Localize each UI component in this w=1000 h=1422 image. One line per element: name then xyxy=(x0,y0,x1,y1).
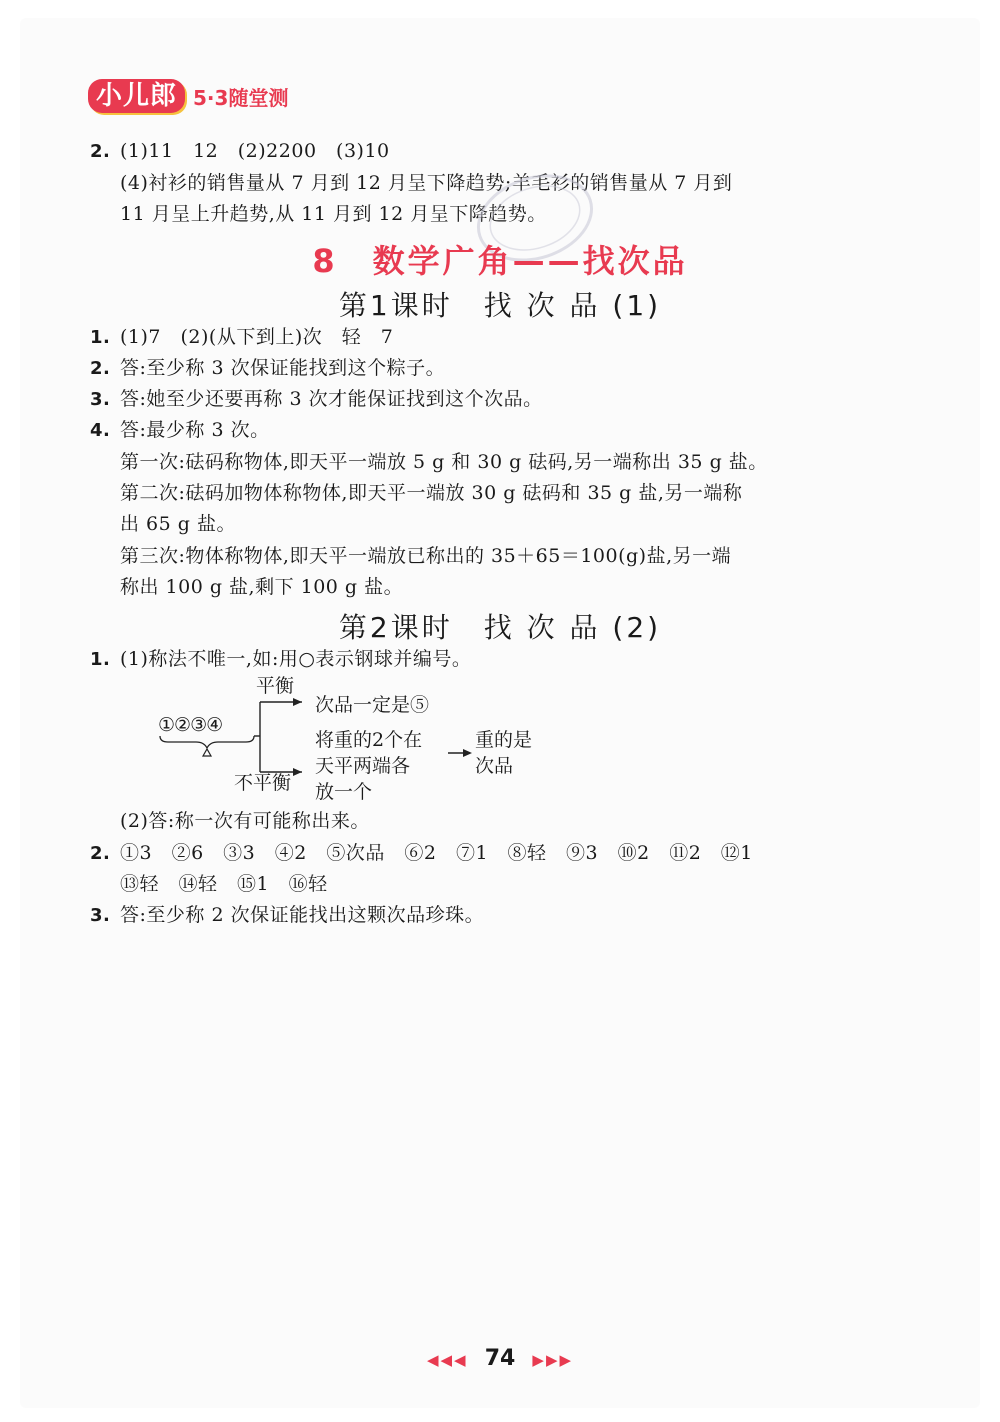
question-number: 1. xyxy=(90,327,111,348)
left-arrows-icon: ◀◀◀ xyxy=(426,1351,468,1369)
diagram-balanced-label: 平衡 xyxy=(256,675,295,697)
question-number: 4. xyxy=(90,420,111,441)
prev-q2-line3: 11 月呈上升趋势,从 11 月到 12 月呈下降趋势。 xyxy=(120,203,547,225)
prev-q2-line2: (4)衬衫的销售量从 7 月到 12 月呈下降趋势;羊毛衫的销售量从 7 月到 xyxy=(120,172,733,194)
page-number: 74 xyxy=(484,1346,516,1371)
logo-main-text: 小儿郎 xyxy=(88,79,185,113)
diagram-unbalanced-label: 不平衡 xyxy=(234,772,292,794)
lesson2-q1: 1. (1)称法不唯一,如:用○表示钢球并编号。 xyxy=(90,646,471,673)
question-number: 2. xyxy=(90,141,111,162)
lesson2-title: 第2课时 找 次 品 (2) xyxy=(338,611,662,644)
lesson2-q1-part2: (2)答:称一次有可能称出来。 xyxy=(120,810,370,832)
prev-q2-line1: 2. (1)11 12 (2)2200 (3)10 xyxy=(90,138,390,165)
logo-sub-text: 5·3随堂测 xyxy=(193,85,289,110)
diagram-unbalanced-step1: 将重的2个在 xyxy=(315,729,423,751)
question-number: 3. xyxy=(90,389,111,410)
lesson1-q3: 3. 答:她至少还要再称 3 次才能保证找到这个次品。 xyxy=(90,386,543,413)
diagram-unbalanced-step2: 天平两端各 xyxy=(315,755,411,777)
brand-logo xyxy=(88,78,288,114)
right-arrows-icon: ▶▶▶ xyxy=(532,1351,574,1369)
chapter-title: 8 数学广角——找次品 xyxy=(312,242,688,280)
lesson1-q1: 1. (1)7 (2)(从下到上)次 轻 7 xyxy=(90,324,393,351)
diagram-balanced-result: 次品一定是⑤ xyxy=(315,694,430,716)
diagram-lines xyxy=(150,690,490,800)
lesson1-q4-line: 出 65 g 盐。 xyxy=(120,513,236,535)
question-number: 2. xyxy=(90,358,111,379)
lesson1-q4-line: 第三次:物体称物体,即天平一端放已称出的 35＋65＝100(g)盐,另一端 xyxy=(120,545,732,567)
question-number: 3. xyxy=(90,905,111,926)
diagram-final-line2: 次品 xyxy=(475,755,514,777)
diagram-final-line1: 重的是 xyxy=(475,729,533,751)
lesson1-q4-line: 第二次:砝码加物体称物体,即天平一端放 30 g 砝码和 35 g 盐,另一端称 xyxy=(120,482,743,504)
page-footer xyxy=(0,1346,1000,1371)
lesson1-q4: 4. 答:最少称 3 次。 xyxy=(90,417,270,444)
diagram-balls: ①②③④ xyxy=(158,714,223,736)
lesson2-q2-line2: ⑬轻 ⑭轻 ⑮1 ⑯轻 xyxy=(120,873,328,895)
lesson2-q2-line1: 2. ①3 ②6 ③3 ④2 ⑤次品 ⑥2 ⑦1 ⑧轻 ⑨3 ⑩2 ⑪2 ⑫1 xyxy=(90,840,753,867)
lesson1-title: 第1课时 找 次 品 (1) xyxy=(338,289,662,322)
question-number: 1. xyxy=(90,649,111,670)
diagram-unbalanced-step3: 放一个 xyxy=(315,781,373,803)
question-number: 2. xyxy=(90,843,111,864)
lesson1-q2: 2. 答:至少称 3 次保证能找到这个粽子。 xyxy=(90,355,445,382)
lesson2-q3: 3. 答:至少称 2 次保证能找出这颗次品珍珠。 xyxy=(90,902,484,929)
lesson1-q4-line: 称出 100 g 盐,剩下 100 g 盐。 xyxy=(120,576,404,598)
lesson1-q4-line: 第一次:砝码称物体,即天平一端放 5 g 和 30 g 砝码,另一端称出 35 g 盐。 xyxy=(120,451,768,473)
